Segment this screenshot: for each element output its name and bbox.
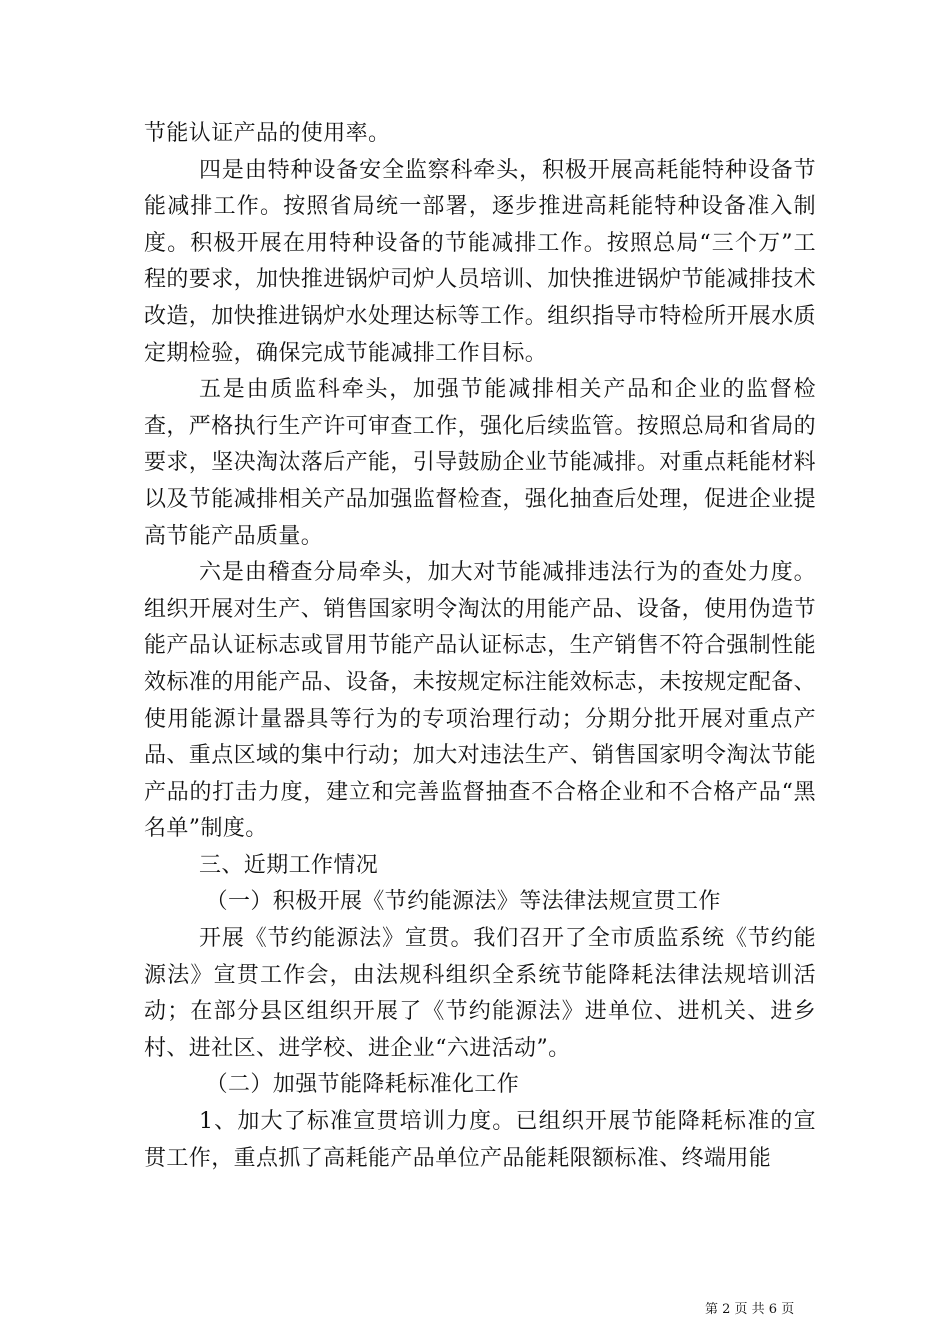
paragraph-item-five: 五是由质监科牵头，加强节能减排相关产品和企业的监督检查，严格执行生产许可审查工作，强化后续监管。按照总局和省局的要求，坚决淘汰落后产能，引导鼓励企业节能减排。对重点耗能材料以及节能减排相关产品加强监督检查，强化抽查后处理，促进企业提高节能产品质量。	[144, 377, 817, 549]
section-heading-recent-work: 三、近期工作情况	[199, 852, 379, 878]
paragraph-continuation: 节能认证产品的使用率。	[144, 121, 391, 146]
paragraph-standards-training: 1、加大了标准宣贯培训力度。已组织开展节能降耗标准的宣贯工作，重点抓了高耗能产品单位产品能耗限额标准、终端用能	[144, 1109, 816, 1171]
paragraph-item-six: 六是由稽查分局牵头，加大对节能减排违法行为的查处力度。组织开展对生产、销售国家明令淘汰的用能产品、设备，使用伪造节能产品认证标志或冒用节能产品认证标志，生产销售不符合强制性能效标准的用能产品、设备，未按规定标注能效标志，未按规定配备、使用能源计量器具等行为的专项治理行动；分期分批开展对重点产品、重点区域的集中行动；加大对违法生产、销售国家明令淘汰节能产品的打击力度，建立和完善监督抽查不合格企业和不合格产品“黑名单”制度。	[144, 560, 817, 842]
document-body	[144, 116, 816, 1177]
paragraph-item-four: 四是由特种设备安全监察科牵头，积极开展高耗能特种设备节能减排工作。按照省局统一部署，逐步推进高耗能特种设备准入制度。积极开展在用特种设备的节能减排工作。按照总局“三个万”工程的要求，加快推进锅炉司炉人员培训、加快推进锅炉节能减排技术改造，加快推进锅炉水处理达标等工作。组织指导市特检所开展水质定期检验，确保完成节能减排工作目标。	[144, 157, 817, 366]
subsection-heading-two: （二）加强节能降耗标准化工作	[205, 1072, 520, 1098]
page-number-footer: 第 2 页 共 6 页	[705, 1302, 795, 1317]
subsection-heading-one: （一）积极开展《节约能源法》等法律法规宣贯工作	[205, 889, 721, 915]
paragraph-energy-law: 开展《节约能源法》宣贯。我们召开了全市质监系统《节约能源法》宣贯工作会，由法规科组织全系统节能降耗法律法规培训活动；在部分县区组织开展了《节约能源法》进单位、进机关、进乡村、进社区、进学校、进企业“六进活动”。	[144, 926, 816, 1061]
